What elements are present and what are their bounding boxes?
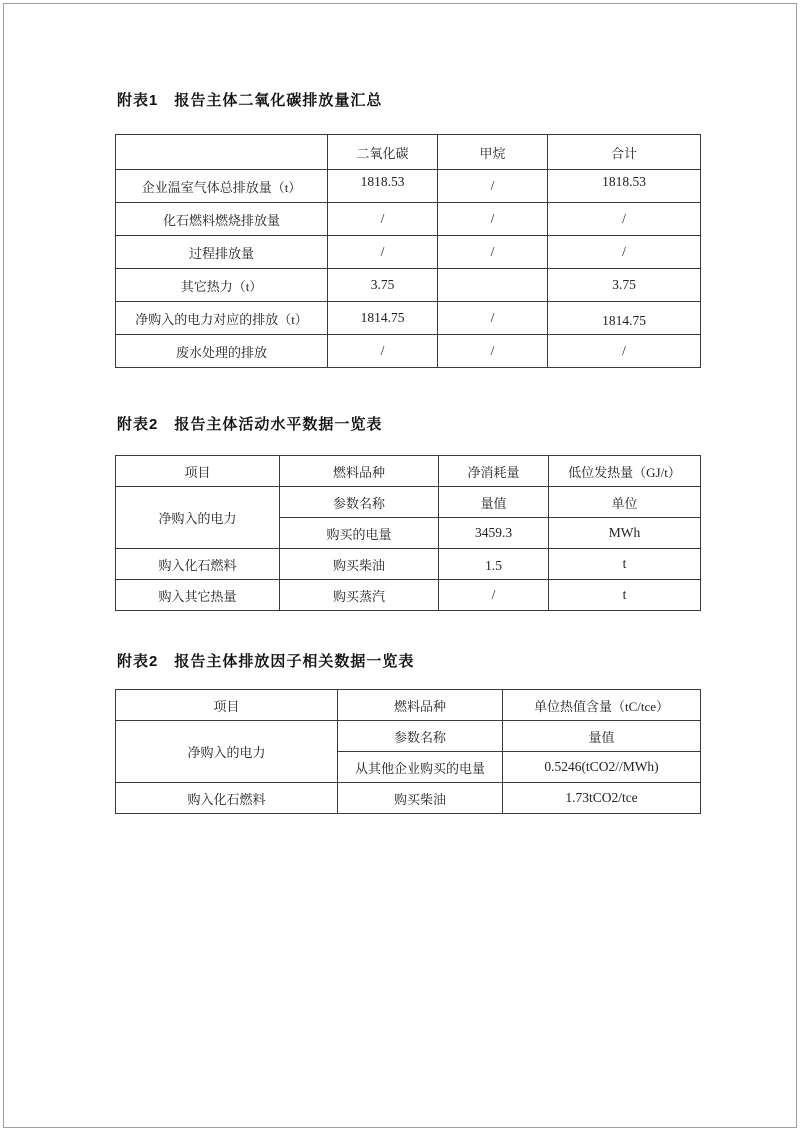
cell-value: / xyxy=(438,236,548,269)
table1-row-wastewater xyxy=(116,335,701,368)
cell-value: t xyxy=(549,549,701,580)
row-label: 过程排放量 xyxy=(116,236,328,269)
table1-col-blank xyxy=(116,135,328,170)
cell-value: t xyxy=(549,580,701,611)
row-label: 购入化石燃料 xyxy=(116,549,280,580)
row-label: 其它热力（t） xyxy=(116,269,328,302)
table3-title: 附表2 报告主体排放因子相关数据一览表 xyxy=(117,653,415,670)
table2-col-consumption: 净消耗量 xyxy=(439,456,549,487)
cell-value: 1818.53 xyxy=(328,170,438,203)
table2-row-fossil-fuel xyxy=(116,549,701,580)
cell-value: / xyxy=(548,203,701,236)
cell-value: / xyxy=(548,335,701,368)
row-label: 购入化石燃料 xyxy=(116,783,338,814)
table3-header-row xyxy=(116,690,701,721)
table2-title: 附表2 报告主体活动水平数据一览表 xyxy=(117,416,383,433)
table1-title: 附表1 报告主体二氧化碳排放量汇总 xyxy=(117,92,383,109)
row-label: 购入其它热量 xyxy=(116,580,280,611)
co2-emissions-summary-table xyxy=(115,134,701,368)
table1-row-purchased-electricity xyxy=(116,302,701,335)
table3-col-fuel: 燃料品种 xyxy=(338,690,503,721)
cell-value: / xyxy=(438,170,548,203)
activity-level-data-table xyxy=(115,455,701,611)
table1-col-total: 合计 xyxy=(548,135,701,170)
table2-row-other-heat xyxy=(116,580,701,611)
table2-header-row xyxy=(116,456,701,487)
table1-row-process-emissions xyxy=(116,236,701,269)
table1-col-co2: 二氧化碳 xyxy=(328,135,438,170)
cell-value: 单位 xyxy=(549,487,701,518)
cell-value: / xyxy=(439,580,549,611)
cell-value: 量值 xyxy=(503,721,701,752)
cell-value: 参数名称 xyxy=(338,721,503,752)
cell-value: 1814.75 xyxy=(328,302,438,335)
emission-factor-data-table xyxy=(115,689,701,814)
table1-row-other-heat xyxy=(116,269,701,302)
cell-value xyxy=(438,269,548,302)
cell-value: 1.73tCO2/tce xyxy=(503,783,701,814)
row-label: 企业温室气体总排放量（t） xyxy=(116,170,328,203)
table2-col-item: 项目 xyxy=(116,456,280,487)
table2-row-param-names xyxy=(116,487,701,518)
row-label: 化石燃料燃烧排放量 xyxy=(116,203,328,236)
cell-value: / xyxy=(548,236,701,269)
cell-value: 购买蒸汽 xyxy=(280,580,439,611)
cell-value: 0.5246(tCO2//MWh) xyxy=(503,752,701,783)
cell-value: / xyxy=(438,335,548,368)
table1-row-total-emissions xyxy=(116,170,701,203)
cell-value: 3459.3 xyxy=(439,518,549,549)
cell-value: 从其他企业购买的电量 xyxy=(338,752,503,783)
cell-value: / xyxy=(438,203,548,236)
cell-value: 1818.53 xyxy=(548,170,701,203)
cell-value: 参数名称 xyxy=(280,487,439,518)
table1-col-ch4: 甲烷 xyxy=(438,135,548,170)
table3-row-param-names xyxy=(116,721,701,752)
table1-header-row xyxy=(116,135,701,170)
cell-value: 量值 xyxy=(439,487,549,518)
row-group-label: 净购入的电力 xyxy=(116,487,280,549)
table2-col-heating-value: 低位发热量（GJ/t） xyxy=(549,456,701,487)
cell-value: 购买柴油 xyxy=(280,549,439,580)
cell-value: / xyxy=(328,203,438,236)
row-group-label: 净购入的电力 xyxy=(116,721,338,783)
cell-value: / xyxy=(328,236,438,269)
row-label: 净购入的电力对应的排放（t） xyxy=(116,302,328,335)
cell-value: 3.75 xyxy=(548,269,701,302)
table3-row-fossil-fuel xyxy=(116,783,701,814)
table1-row-fossil-combustion xyxy=(116,203,701,236)
row-label: 废水处理的排放 xyxy=(116,335,328,368)
cell-value: 购买柴油 xyxy=(338,783,503,814)
table3-col-item: 项目 xyxy=(116,690,338,721)
table3-col-carbon-content: 单位热值含量（tC/tce） xyxy=(503,690,701,721)
cell-value: 购买的电量 xyxy=(280,518,439,549)
cell-value: 3.75 xyxy=(328,269,438,302)
cell-value: MWh xyxy=(549,518,701,549)
table2-col-fuel: 燃料品种 xyxy=(280,456,439,487)
cell-value: / xyxy=(438,302,548,335)
page-content xyxy=(115,92,700,814)
cell-value: 1814.75 xyxy=(548,302,701,335)
cell-value: / xyxy=(328,335,438,368)
cell-value: 1.5 xyxy=(439,549,549,580)
